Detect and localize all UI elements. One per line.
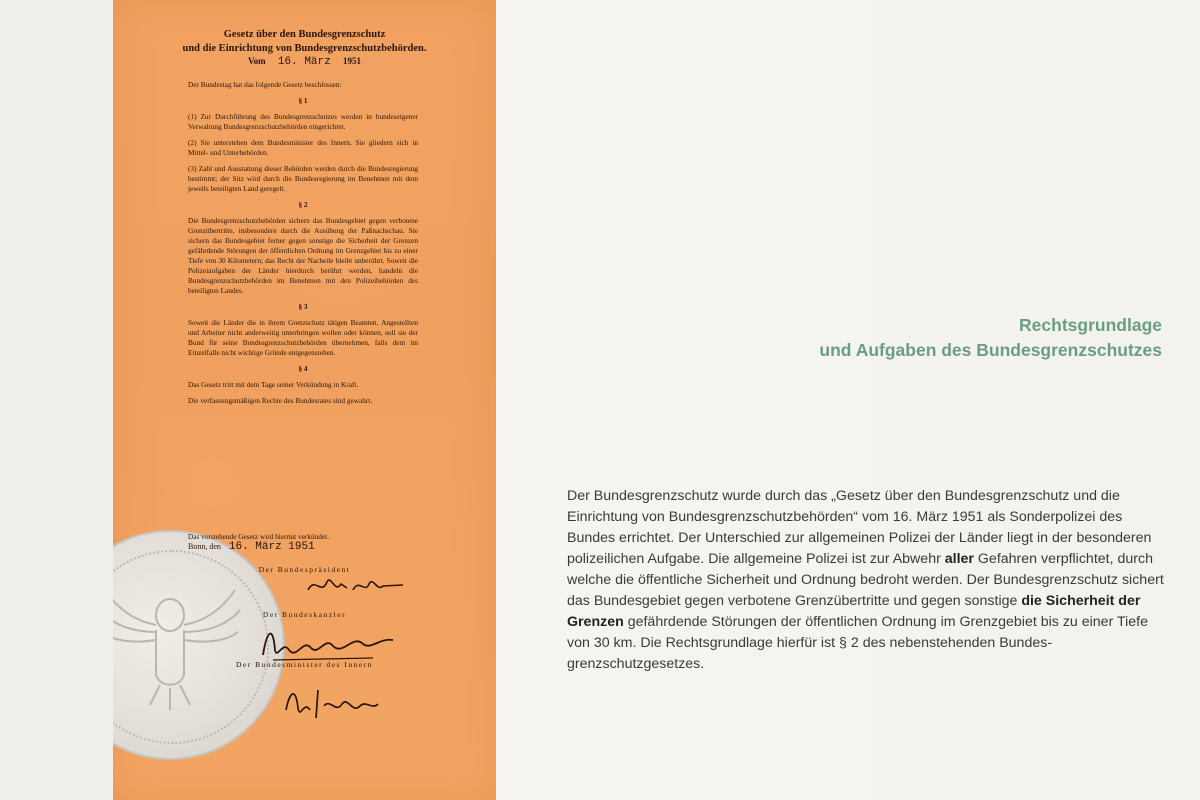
law-date-prefix: Vom <box>248 56 266 66</box>
law-date-typed: 16. März <box>277 56 331 68</box>
heading-line1: Rechtsgrundlage <box>1019 315 1162 335</box>
president-label: Der Bundespräsident <box>258 565 351 574</box>
section-paragraph: Die Bundesgrenzschutzbehörden sichern das Bundesgebiet gegen verbotene Grenzübertritte, insbesondere durch die Ausübung der Paßnachschau. Sie sichern das Bundesgebiet ferner gegen sonstige die Sicherheit der Grenzen gefährdende Störungen der öffentlichen Ordnung im Grenzgebiet bis zu einer Tiefe von 30 Kilometern; das Recht der Nacheile bleibt unberührt. Soweit die Polizeiaufgaben der Länder hierdurch berührt werden, handeln die Bundesgrenzschutzbehörden im Benehmen mit den Polizeibehörden des beteiligten Landes. <box>188 216 418 295</box>
section-heading <box>819 313 1162 363</box>
law-preamble: Der Bundestag hat das folgende Gesetz beschlossen: <box>188 80 342 89</box>
minister-signature <box>278 680 388 725</box>
section-paragraph: Das Gesetz tritt mit dem Tage seiner Verkündung in Kraft. <box>188 380 359 389</box>
law-signoff <box>188 532 418 552</box>
section-paragraph: (2) Sie unterstehen dem Bundesminister des Innern. Sie gliedern sich in Mittel- und Unterbehörden. <box>188 138 418 157</box>
law-date <box>113 56 496 68</box>
place-date <box>188 542 418 552</box>
section-paragraph: (3) Zahl und Ausstattung dieser Behörden werden durch die Bundesregierung bestimmt; der Sitz wird durch die Bundesregierung im Benehmen mit dem jeweils beteiligten Land geregelt. <box>188 164 418 193</box>
signoff-date-typed: 16. März 1951 <box>228 541 315 553</box>
rights-line: Die verfassungsmäßigen Rechte des Bundesrates sind gewahrt. <box>188 396 373 405</box>
chancellor-label: Der Bundeskanzler <box>262 610 347 619</box>
paper-stain <box>153 420 273 540</box>
section-label: § 1 <box>298 96 308 105</box>
body-emphasis: die Sicherheit der Grenzen <box>567 593 1141 630</box>
law-title-line1: Gesetz über den Bundesgrenzschutz <box>223 29 386 40</box>
body-segment: gefährdende Störungen der öffentlichen Ordnung im Grenzgebiet bis zu einer Tiefe von 30 km. Die Rechtsgrundlage hierfür ist § 2 des nebenstehenden Bundes-grenzschutzgesetzes. <box>567 614 1148 672</box>
section-paragraph: (1) Zur Durchführung des Bundesgrenzschutzes werden in bundeseigener Verwaltung Bundesgrenzschutzbehörden eingerichtet. <box>188 112 418 131</box>
body-emphasis: aller <box>944 551 974 567</box>
heading-line2: und Aufgaben des Bundesgrenzschutzes <box>819 340 1162 360</box>
place-text: Bonn, den <box>188 542 221 551</box>
law-title-line2: und die Einrichtung von Bundesgrenzschutzbehörden. <box>182 43 427 54</box>
section-label: § 3 <box>298 302 308 311</box>
section-label: § 4 <box>298 364 308 373</box>
law-body <box>188 80 418 412</box>
section-label: § 2 <box>298 200 308 209</box>
section-paragraph: Soweit die Länder die in ihrem Grenzschutz tätigen Beamten, Angestellten und Arbeiter nicht anderweitig unterbringen wollen oder können, soll sie der Bund für seine Bundesgrenzschutzbehörden übernehmen, falls dem im Einzelfalle nicht wichtige Gründe entgegenstehen. <box>188 318 418 357</box>
president-signature <box>303 570 413 600</box>
law-title <box>113 28 496 56</box>
law-date-year: 1951 <box>342 56 361 66</box>
eagle-emblem-icon <box>113 570 250 720</box>
body-segment: Gefahren verpflichtet, durch welche die öffentliche Sicherheit und Ordnung bedroht werden. Der Bundesgrenzschutz sichert das Bundesgebiet gegen verbotene Grenzübertritte und gegen sonstige <box>567 551 1164 609</box>
promulgation-text: Das vorstehende Gesetz wird hiermit verkündet. <box>188 532 330 541</box>
law-document-sheet <box>113 0 496 800</box>
body-paragraph <box>567 486 1167 675</box>
chancellor-signature <box>253 620 403 665</box>
body-segment: Der Bundesgrenzschutz wurde durch das „Gesetz über den Bundesgrenzschutz und die Einrichtung von Bundesgrenzschutzbehörden“ vom 16. März 1951 als Sonderpolizei des Bundes errichtet. Der Unterschied zur allgemeinen Polizei der Länder liegt in der besonderen polizeilichen Aufgabe. Die allgemeine Polizei ist zur Abwehr <box>567 488 1152 567</box>
interior-minister-label: Der Bundesminister des Innern <box>235 660 374 669</box>
